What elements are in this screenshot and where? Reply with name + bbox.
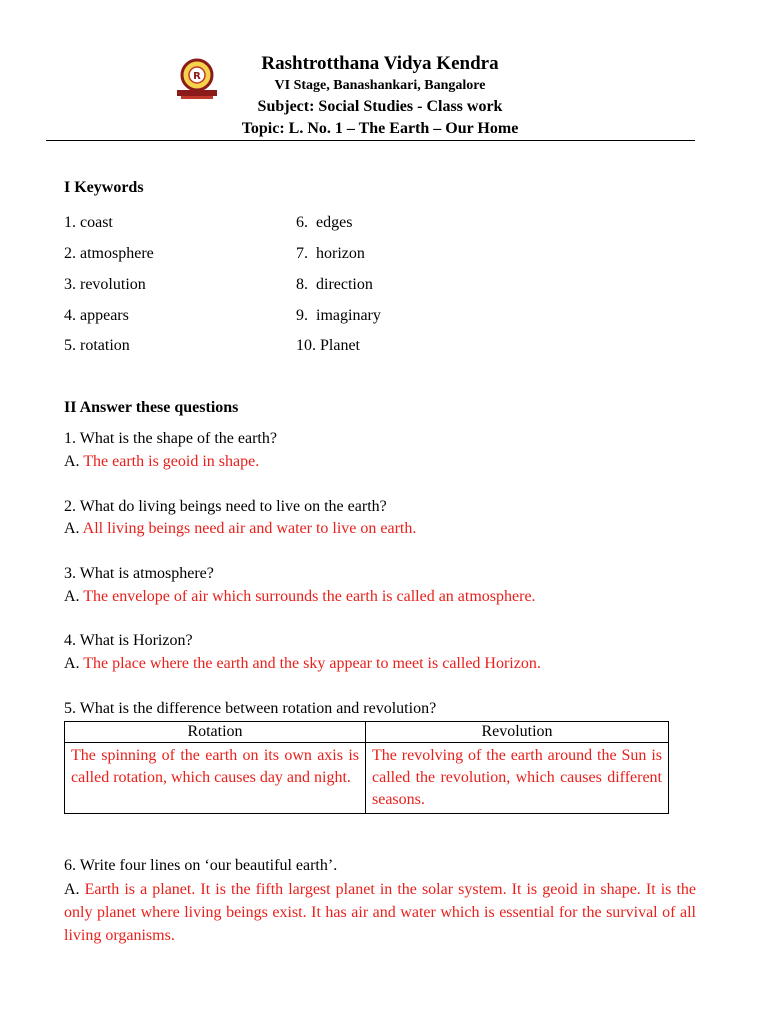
- table-header-row: [65, 722, 669, 743]
- table-row: [65, 743, 669, 814]
- answer-text: The envelope of air which surrounds the earth is called an atmosphere.: [83, 588, 536, 605]
- keyword-item: 7. horizon: [296, 245, 365, 262]
- answer-line: [64, 653, 541, 675]
- keyword-item: 1. coast: [64, 214, 113, 231]
- answer-prefix: A.: [64, 588, 84, 605]
- keyword-item: 6. edges: [296, 214, 353, 231]
- answer-text: The place where the earth and the sky appear to meet is called Horizon.: [83, 655, 541, 672]
- question-text: 4. What is Horizon?: [64, 632, 193, 649]
- question-text: 1. What is the shape of the earth?: [64, 430, 277, 447]
- table-cell: The spinning of the earth on its own axis is called rotation, which causes day and night.: [65, 743, 366, 814]
- keyword-item: 9. imaginary: [296, 307, 381, 324]
- letterhead: [200, 52, 560, 140]
- answer-prefix: A.: [64, 655, 84, 672]
- answer-text: All living beings need air and water to live on earth.: [82, 520, 417, 537]
- question-text: 3. What is atmosphere?: [64, 565, 214, 582]
- answer-line: [64, 451, 259, 473]
- answer-prefix: A.: [64, 520, 83, 537]
- answer-line: [64, 586, 536, 608]
- question-text: 5. What is the difference between rotation and revolution?: [64, 700, 437, 717]
- school-address: VI Stage, Banashankari, Bangalore: [274, 78, 486, 93]
- answer-prefix: A.: [64, 453, 84, 470]
- rotation-revolution-table: [64, 721, 669, 814]
- question-text: 2. What do living beings need to live on the earth?: [64, 498, 387, 515]
- keyword-item: 3. revolution: [64, 276, 146, 293]
- table-header-cell: Rotation: [65, 722, 366, 743]
- header-divider: [46, 140, 695, 141]
- answer-prefix: A.: [64, 881, 85, 898]
- answer-line: [64, 518, 416, 540]
- keywords-heading: I Keywords: [64, 179, 144, 196]
- keyword-item: 4. appears: [64, 307, 129, 324]
- topic-line: Topic: L. No. 1 – The Earth – Our Home: [241, 120, 519, 137]
- keyword-item: 8. direction: [296, 276, 373, 293]
- keyword-item: 10. Planet: [296, 337, 360, 354]
- table-cell: The revolving of the earth around the Sun is called the revolution, which causes different seasons.: [366, 743, 669, 814]
- subject-line: Subject: Social Studies - Class work: [257, 98, 503, 115]
- answer-paragraph: [64, 878, 696, 947]
- keyword-item: 5. rotation: [64, 337, 130, 354]
- questions-heading: II Answer these questions: [64, 399, 239, 416]
- answer-text: Earth is a planet. It is the fifth largest planet in the solar system. It is geoid in shape. It is the only planet where living beings exist. It has air and water which is essential for the survival of all living organisms.: [64, 881, 696, 944]
- table-header-cell: Revolution: [366, 722, 669, 743]
- school-name: Rashtrotthana Vidya Kendra: [261, 53, 499, 74]
- keyword-item: 2. atmosphere: [64, 245, 154, 262]
- question-text: 6. Write four lines on ‘our beautiful earth’.: [64, 857, 338, 874]
- svg-text:R: R: [193, 71, 201, 82]
- answer-text: The earth is geoid in shape.: [83, 453, 260, 470]
